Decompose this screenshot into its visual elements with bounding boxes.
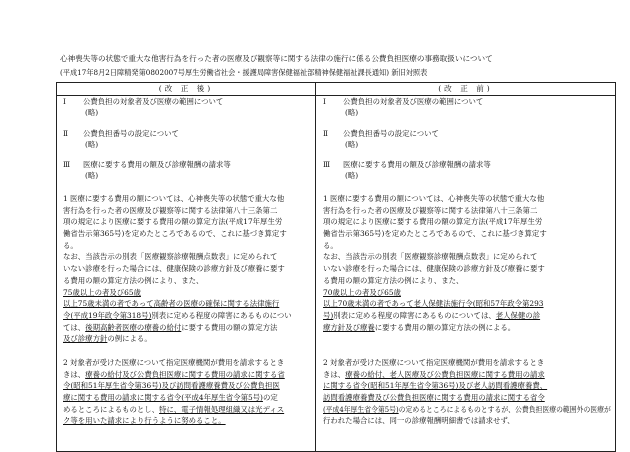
- paragraph-line: る費用の額の算定方法の例により、また、: [323, 275, 464, 285]
- paragraph-line: [63, 287, 292, 299]
- paragraph-text: の例による。: [107, 334, 152, 344]
- paragraph-text: めるところによるものとし、: [63, 404, 160, 414]
- paragraph-line: る。: [63, 240, 78, 250]
- section-1-title: 公費負担の対象者及び医療の範囲について: [83, 97, 224, 106]
- section-2-heading: [63, 128, 179, 139]
- paragraph-line: 行われた場合には、同一の診療報酬明細書では請求せず、: [323, 416, 515, 426]
- section-3-title: 医療に要する費用の額及び診療報酬の請求等: [83, 160, 231, 169]
- paragraph-line: る費用の額の算定方法の例により、また、: [63, 275, 204, 285]
- paragraph-text: きは、: [323, 369, 346, 379]
- header-before-revision: (改 正 前): [438, 84, 493, 93]
- paragraph-line: 2 対象者が受けた医療について指定医療機関が費用を請求するとき: [63, 358, 285, 367]
- table-header: [57, 83, 615, 96]
- section-2-title: 公費負担番号の設定について: [83, 129, 179, 138]
- paragraph-line: る。: [323, 240, 338, 250]
- paragraph-line: [63, 380, 285, 392]
- old-text: 訪問看護療養費及び公費負担医療に関する費用の請求に関する省令: [323, 393, 545, 403]
- old-text: 70歳以上の者及び65歳: [323, 287, 401, 297]
- section-3-heading: [63, 159, 231, 170]
- paragraph-line: なお、当該告示の別表「医療観察診療報酬点数表」に定められて: [323, 252, 538, 262]
- revised-text: 以上75歳未満の者であって高齢者の医療の確保に関する法律施行: [63, 299, 280, 309]
- paragraph-line: [63, 392, 285, 404]
- paragraph-line: なお、当該告示の別表「医療観察診療報酬点数表」に定められて: [63, 252, 278, 262]
- revised-text: 後期高齢者医療の療養の給付: [85, 322, 182, 332]
- column-divider: [315, 83, 316, 452]
- section-3-title: 医療に要する費用の額及び診療報酬の請求等: [343, 160, 491, 169]
- document-subtitle: (平成17年8月2日障精発第0802007号厚生労働省社会・援護局障害保健福祉部精神保健福祉課長通知) 新旧対照表: [60, 68, 428, 77]
- comparison-table: [56, 82, 616, 452]
- section-2-number: Ⅱ: [63, 129, 69, 138]
- paragraph-text: 別表に定める程度の障害にあるものについては、: [333, 310, 496, 320]
- paragraph-text: の定めるところによるものとするが、公費負担医療の範囲外の医療が: [398, 404, 611, 414]
- section-3-number: Ⅲ: [63, 160, 71, 169]
- paragraph-line: [63, 369, 285, 381]
- paragraph-line: [323, 310, 547, 322]
- paragraph-line: 1 医療に要する費用の額については、心神喪失等の状態で重大な他: [63, 194, 285, 203]
- section-1-heading: [323, 96, 483, 107]
- paragraph-line: [323, 298, 547, 310]
- paragraph-line: 害行為を行った者の医療及び観察等に関する法律第八十三条第二: [63, 205, 278, 215]
- paragraph-line: [323, 380, 616, 392]
- section-3-note: (略): [345, 171, 359, 180]
- paragraph-text: ては、: [63, 322, 86, 332]
- paragraph-text: の定: [262, 393, 278, 403]
- old-text: (平成4年厚生省令第5号): [323, 404, 399, 414]
- section-3-heading: [323, 159, 491, 170]
- revised-text: 特に、電子情報処理組織又は光ディス: [159, 404, 285, 414]
- paragraph-line: [323, 392, 616, 404]
- section-2-note: (略): [345, 140, 359, 149]
- paragraph-line: [323, 287, 547, 299]
- revised-text: 令(平成19年政令第318号): [63, 310, 152, 320]
- revised-text: 75歳以上の者及び65歳: [63, 287, 141, 297]
- paragraph-line: [63, 298, 292, 310]
- section-2-heading: [323, 128, 439, 139]
- section-3-number: Ⅲ: [323, 160, 331, 169]
- old-text: 療方針及び療養: [323, 322, 375, 332]
- paragraph-line: いない診療を行った場合には、健康保険の診療方針及び療養に要す: [323, 264, 545, 274]
- section-2-title: 公費負担番号の設定について: [343, 129, 439, 138]
- section-1-note: (略): [345, 108, 359, 117]
- document-title: 心神喪失等の状態で重大な他害行為を行った者の医療及び観察等に関する法律の施行に係る公費負担医療の事務取扱いについて: [60, 54, 493, 63]
- paragraph-line: [63, 322, 292, 334]
- paragraph-2: [63, 357, 285, 427]
- paragraph-1: [63, 193, 292, 345]
- paragraph-line: [63, 333, 292, 345]
- paragraph-line: 項の規定により医療に要する費用の額の算定方法(平成17年厚生労: [63, 217, 283, 227]
- section-1-number: I: [323, 97, 326, 106]
- paragraph-text: に要する費用の額の算定方法: [181, 322, 278, 332]
- paragraph-line: [63, 415, 285, 427]
- old-text: 以上70歳未満の者であって老人保健法施行令(昭和57年政令第293: [323, 299, 544, 309]
- section-3-note: (略): [85, 171, 99, 180]
- paragraph-line: 働省告示第365号)を定めたところであるので、これに基づき算定す: [63, 229, 287, 239]
- revised-text: 令(昭和51年厚生省令第36号)及び訪問看護療養費及び公費負担医: [63, 381, 280, 391]
- paragraph-line: [323, 369, 616, 381]
- revised-text: 療養の給付及び公費負担医療に関する費用の請求に関する省: [85, 369, 285, 379]
- paragraph-line: 2 対象者が受けた医療について指定医療機関が費用を請求するとき: [323, 358, 545, 367]
- paragraph-2: [323, 357, 616, 427]
- old-text: 号): [323, 310, 334, 320]
- paragraph-line: 働省告示第365号)を定めたところであるので、これに基づき算定す: [323, 229, 547, 239]
- paragraph-line: [63, 404, 285, 416]
- paragraph-line: [323, 404, 611, 416]
- paragraph-text: に要する費用の額の算定方法の例による。: [374, 322, 516, 332]
- section-2-number: Ⅱ: [323, 129, 329, 138]
- paragraph-line: [323, 322, 547, 334]
- section-1-note: (略): [85, 108, 99, 117]
- paragraph-text: 別表に定める程度の障害にあるものについ: [151, 310, 292, 320]
- header-after-revision: (改 正 後): [158, 84, 214, 93]
- paragraph-line: [63, 310, 292, 322]
- revised-text: 及び診療方針: [63, 334, 108, 344]
- section-2-note: (略): [85, 140, 99, 149]
- paragraph-line: いない診療を行った場合には、健康保険の診療方針及び療養に要す: [63, 264, 285, 274]
- paragraph-text: きは、: [63, 369, 86, 379]
- paragraph-line: 害行為を行った者の医療及び観察等に関する法律第八十三条第二: [323, 205, 538, 215]
- section-1-heading: [63, 96, 223, 107]
- paragraph-line: 1 医療に要する費用の額については、心神喪失等の状態で重大な他: [323, 194, 545, 203]
- revised-text: 療に関する費用の請求に関する省令(平成4年厚生省令第5号): [63, 393, 263, 403]
- old-text: に関する省令(昭和51年厚生省令第36号)及び老人訪問看護療養費、: [323, 381, 548, 391]
- revised-text: ク等を用いた請求により行うように努めること。: [63, 416, 226, 426]
- old-text: 療養の給付、老人医療及び公費負担医療に関する費用の請求: [345, 369, 545, 379]
- section-1-title: 公費負担の対象者及び医療の範囲について: [343, 97, 484, 106]
- old-text: 老人保健の診: [495, 310, 541, 320]
- paragraph-line: 項の規定により医療に要する費用の額の算定方法(平成17年厚生労: [323, 217, 543, 227]
- section-1-number: I: [63, 97, 66, 106]
- paragraph-1: [323, 193, 547, 333]
